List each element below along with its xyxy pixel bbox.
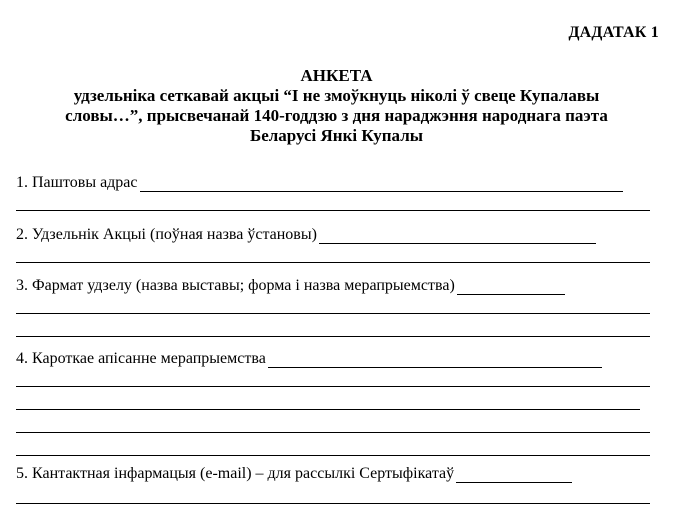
title-line-2: удзельніка сеткавай акцыі “І не змоўкнуць ніколі ў свеце Купалавы [73,86,600,105]
field-label: 5. Кантактная інфармацыя (e-mail) – для рассылкі Сертыфікатаў [16,465,455,482]
field-event-description [16,350,602,368]
field-label: 2. Удзельнік Акцыі (поўная назва ўстановы) [16,226,317,243]
field-participant [16,226,596,244]
field-postal-address [16,174,623,192]
blank-line[interactable] [16,262,650,263]
participant-input-line[interactable] [319,229,596,244]
blank-line[interactable] [16,503,650,504]
appendix-label: ДАДАТАК 1 [568,24,659,41]
field-participation-format [16,277,565,295]
participation-format-input-line[interactable] [457,280,565,295]
field-contact-info [16,465,572,483]
questionnaire-title [0,66,673,146]
contact-info-input-line[interactable] [456,468,572,483]
blank-line[interactable] [16,409,640,410]
blank-line[interactable] [16,336,650,337]
blank-line[interactable] [16,455,650,456]
title-line-4: Беларусі Янкі Купалы [249,126,424,145]
title-line-3: словы…”, прысвечанай 140-годдзю з дня нараджэння народнага паэта [65,106,608,125]
field-label: 1. Паштовы адрас [16,174,138,191]
field-label: 4. Кароткае апісанне мерапрыемства [16,350,266,367]
event-description-input-line[interactable] [268,353,602,368]
postal-address-input-line[interactable] [140,177,623,192]
blank-line[interactable] [16,386,650,387]
field-label: 3. Фармат удзелу (назва выставы; форма і назва мерапрыемства) [16,277,455,294]
title-line-1: АНКЕТА [300,66,373,85]
blank-line[interactable] [16,432,650,433]
blank-line[interactable] [16,210,650,211]
blank-line[interactable] [16,313,650,314]
